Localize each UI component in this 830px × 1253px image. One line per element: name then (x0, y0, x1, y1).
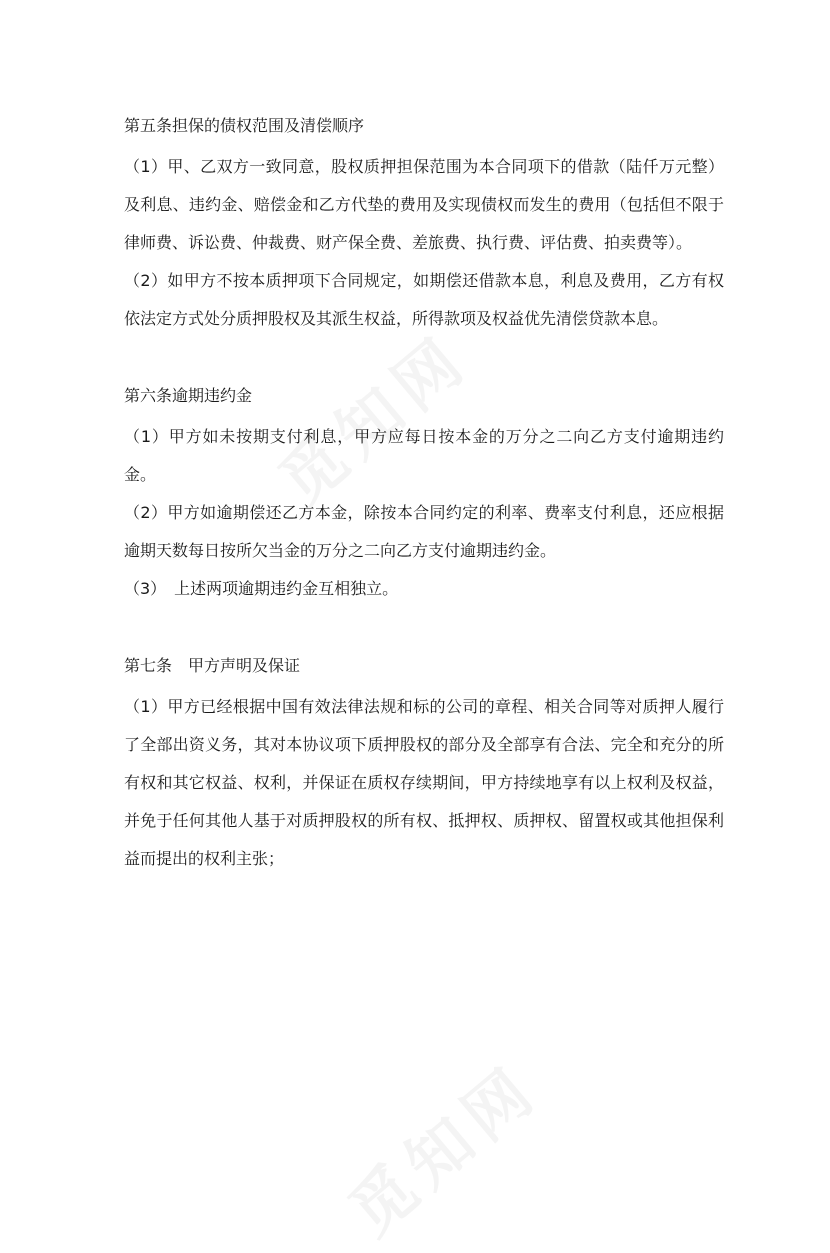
section-article-5 (124, 110, 724, 338)
paragraph: （1）甲、乙双方一致同意，股权质押担保范围为本合同项下的借款（陆仟万元整）及利息、违约金、赔偿金和乙方代垫的费用及实现债权而发生的费用（包括但不限于律师费、诉讼费、仲裁费、财产保全费、差旅费、执行费、评估费、拍卖费等）。 (124, 157, 724, 252)
paragraph: （1）甲方如未按期支付利息，甲方应每日按本金的万分之二向乙方支付逾期违约金。 (124, 427, 724, 484)
section-title: 第六条逾期违约金 (124, 386, 253, 405)
watermark-text (326, 1039, 555, 1252)
section-article-6 (124, 380, 724, 608)
section-title: 第七条 甲方声明及保证 (124, 656, 301, 675)
document-body (124, 110, 724, 878)
paragraph: （2）如甲方不按本质押项下合同规定，如期偿还借款本息，利息及费用，乙方有权依法定方式处分质押股权及其派生权益，所得款项及权益优先清偿贷款本息。 (124, 271, 724, 328)
paragraph: （2）甲方如逾期偿还乙方本金，除按本合同约定的利率、费率支付利息，还应根据逾期天数每日按所欠当金的万分之二向乙方支付逾期违约金。 (124, 503, 724, 560)
section-article-7 (124, 650, 724, 878)
section-title: 第五条担保的债权范围及清偿顺序 (124, 116, 365, 135)
paragraph: （1）甲方已经根据中国有效法律法规和标的公司的章程、相关合同等对质押人履行了全部出资义务，其对本协议项下质押股权的部分及全部享有合法、完全和充分的所有权和其它权益、权利，并保证在质权存续期间，甲方持续地享有以上权利及权益，并免于任何其他人基于对质押股权的所有权、抵押权、质押权、留置权或其他担保利益而提出的权利主张； (124, 697, 724, 868)
paragraph: （3） 上述两项逾期违约金互相独立。 (124, 579, 399, 598)
